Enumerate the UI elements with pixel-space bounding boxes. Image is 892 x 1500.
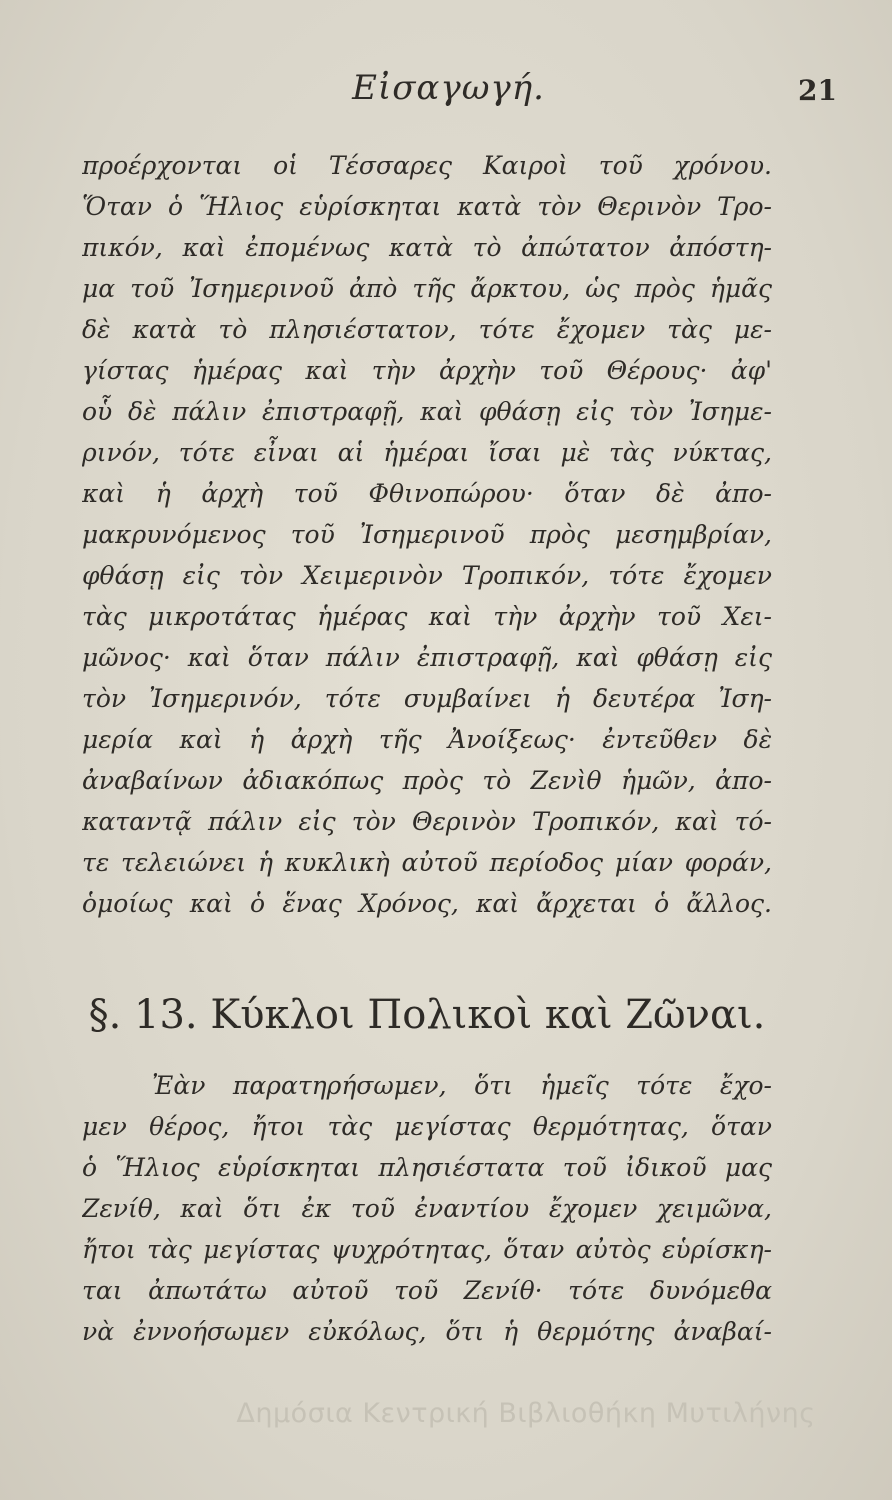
text-line: ὁμοίως καὶ ὁ ἕνας Χρόνος, καὶ ἄρχεται ὁ ἄλλος. — [82, 889, 772, 918]
text-line: μερία καὶ ἡ ἀρχὴ τῆς Ἀνοίξεως· ἐντεῦθεν δὲ — [82, 725, 772, 754]
text-line: ἤτοι τὰς μεγίστας ψυχρότητας, ὅταν αὐτὸς εὑρίσκη- — [82, 1235, 772, 1264]
library-watermark: Δημόσια Κεντρική Βιβλιοθήκη Μυτιλήνης — [236, 1398, 816, 1429]
page-header — [60, 62, 837, 122]
text-line: γίστας ἡμέρας καὶ τὴν ἀρχὴν τοῦ Θέρους· ἀφ' — [82, 356, 772, 385]
text-line: ἀναβαίνων ἀδιακόπως πρὸς τὸ Ζενὶθ ἡμῶν, ἀπο- — [82, 766, 772, 795]
text-line: πικόν, καὶ ἐπομένως κατὰ τὸ ἀπώτατον ἀπόστη- — [82, 233, 772, 262]
text-line: καταντᾷ πάλιν εἰς τὸν Θερινὸν Τροπικόν, καὶ τό- — [82, 807, 772, 836]
text-line: Ζενίθ, καὶ ὅτι ἐκ τοῦ ἐναντίου ἔχομεν χειμῶνα, — [82, 1194, 772, 1223]
text-line: Ἐὰν παρατηρήσωμεν, ὅτι ἡμεῖς τότε ἔχο- — [152, 1071, 772, 1100]
running-head: Εἰσαγωγή. — [352, 68, 545, 108]
paragraph-2 — [82, 1065, 772, 1352]
text-line: μακρυνόμενος τοῦ Ἰσημερινοῦ πρὸς μεσημβρίαν, — [82, 520, 772, 549]
section-heading: §. 13. Κύκλοι Πολικοὶ καὶ Ζῶναι. — [88, 992, 766, 1038]
text-line: δὲ κατὰ τὸ πλησιέστατον, τότε ἔχομεν τὰς με- — [82, 315, 772, 344]
text-line: ρινόν, τότε εἶναι αἱ ἡμέραι ἴσαι μὲ τὰς νύκτας, — [82, 438, 772, 467]
text-line: ται ἀπωτάτω αὐτοῦ τοῦ Ζενίθ· τότε δυνόμεθα — [82, 1276, 772, 1305]
text-line: Ὅταν ὁ Ἥλιος εὑρίσκηται κατὰ τὸν Θερινὸν Τρο- — [82, 192, 772, 221]
page-number: 21 — [798, 74, 837, 107]
paragraph-1 — [82, 145, 772, 924]
text-line: μῶνος· καὶ ὅταν πάλιν ἐπιστραφῇ, καὶ φθάσῃ εἰς — [82, 643, 772, 672]
text-line: καὶ ἡ ἀρχὴ τοῦ Φθινοπώρου· ὅταν δὲ ἀπο- — [82, 479, 772, 508]
text-line: τὰς μικροτάτας ἡμέρας καὶ τὴν ἀρχὴν τοῦ Χει- — [82, 602, 772, 631]
text-line: οὗ δὲ πάλιν ἐπιστραφῇ, καὶ φθάσῃ εἰς τὸν Ἰσημε- — [82, 397, 772, 426]
text-line: φθάσῃ εἰς τὸν Χειμερινὸν Τροπικόν, τότε ἔχομεν — [82, 561, 772, 590]
text-line: ὁ Ἥλιος εὑρίσκηται πλησιέστατα τοῦ ἰδικοῦ μας — [82, 1153, 772, 1182]
text-line: μεν θέρος, ἤτοι τὰς μεγίστας θερμότητας, ὅταν — [82, 1112, 772, 1141]
text-line: μα τοῦ Ἰσημερινοῦ ἀπὸ τῆς ἄρκτου, ὡς πρὸς ἡμᾶς — [82, 274, 772, 303]
text-line: νὰ ἐννοήσωμεν εὐκόλως, ὅτι ἡ θερμότης ἀναβαί- — [82, 1317, 772, 1346]
text-line: τὸν Ἰσημερινόν, τότε συμβαίνει ἡ δευτέρα Ἰση- — [82, 684, 772, 713]
text-line: προέρχονται οἱ Τέσσαρες Καιροὶ τοῦ χρόνου. — [82, 151, 772, 180]
text-line: τε τελειώνει ἡ κυκλικὴ αὐτοῦ περίοδος μίαν φοράν, — [82, 848, 772, 877]
